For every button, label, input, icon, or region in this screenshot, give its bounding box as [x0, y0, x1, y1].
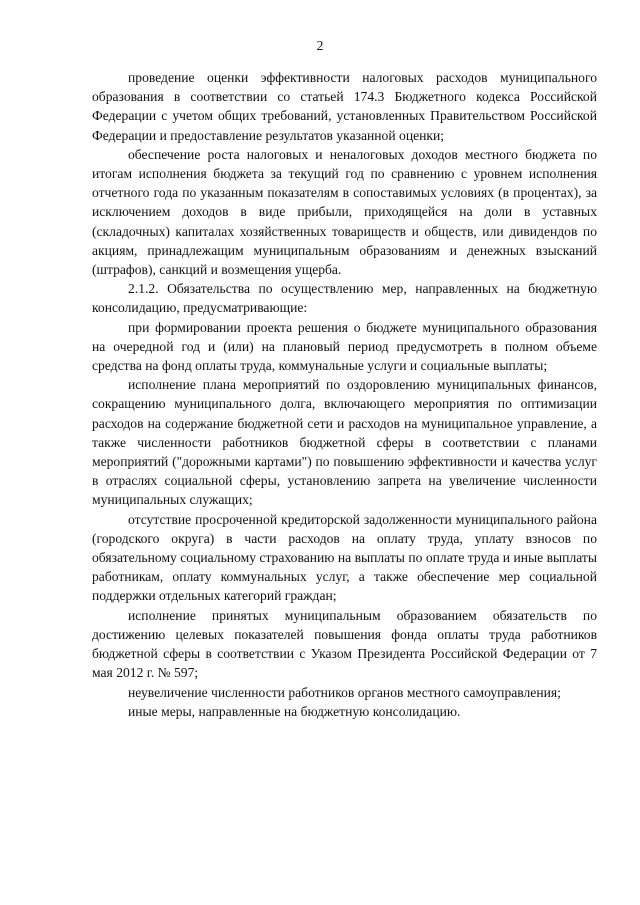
- paragraph: отсутствие просроченной кредиторской задолженности муниципального района (городского округа) в части расходов на оплату труда, уплату взносов по обязательному социальному страхованию на выплаты по оплате труда и иные выплаты работникам, оплату коммунальных услуг, а также обеспечение мер социальной поддержки отдельных категорий граждан;: [92, 511, 597, 604]
- paragraph: при формировании проекта решения о бюджете муниципального образования на очередной год и (или) на плановый период предусмотреть в полном объеме средства на фонд оплаты труда, коммунальные услуги и социальные выплаты;: [92, 319, 597, 374]
- paragraph: неувеличение численности работников органов местного самоуправления;: [128, 684, 561, 700]
- section-heading-2-1-2: 2.1.2. Обязательства по осуществлению мер, направленных на бюджетную консолидацию, предусматривающие:: [92, 281, 597, 316]
- paragraph: исполнение плана мероприятий по оздоровлению муниципальных финансов, сокращению муниципального долга, включающего мероприятия по оптимизации расходов на содержание бюджетной сети и расходов на муниципальное управление, а также численности работников бюджетной сферы в соответствии с планами мероприятий ("дорожными картами") по повышению эффективности и качества услуг в отраслях социальной сферы, установлению запрета на увеличение численности муниципальных служащих;: [92, 377, 597, 508]
- page-number: 2: [316, 38, 324, 53]
- paragraph: иные меры, направленные на бюджетную консолидацию.: [128, 703, 461, 719]
- document-body: [92, 68, 597, 721]
- paragraph: проведение оценки эффективности налоговых расходов муниципального образования в соответствии со статьей 174.3 Бюджетного кодекса Российской Федерации с учетом общих требований, установленных Правительством Российской Федерации и предоставление результатов указанной оценки;: [92, 70, 597, 143]
- paragraph: исполнение принятых муниципальным образованием обязательств по достижению целевых показателей повышения фонда оплаты труда работников бюджетной сферы в соответствии с Указом Президента Российской Федерации от 7 мая 2012 г. № 597;: [92, 607, 597, 681]
- paragraph: обеспечение роста налоговых и неналоговых доходов местного бюджета по итогам исполнения бюджета за текущий год по сравнению с уровнем исполнения отчетного года по указанным показателям в сопоставимых условиях (в процентах), за исключением доходов в виде прибыли, приходящейся на доли в уставных (складочных) капиталах хозяйственных товариществ и обществ, или дивидендов по акциям, принадлежащим муниципальным образованиям и денежных взысканий (штрафов), санкций и возмещения ущерба.: [92, 146, 597, 278]
